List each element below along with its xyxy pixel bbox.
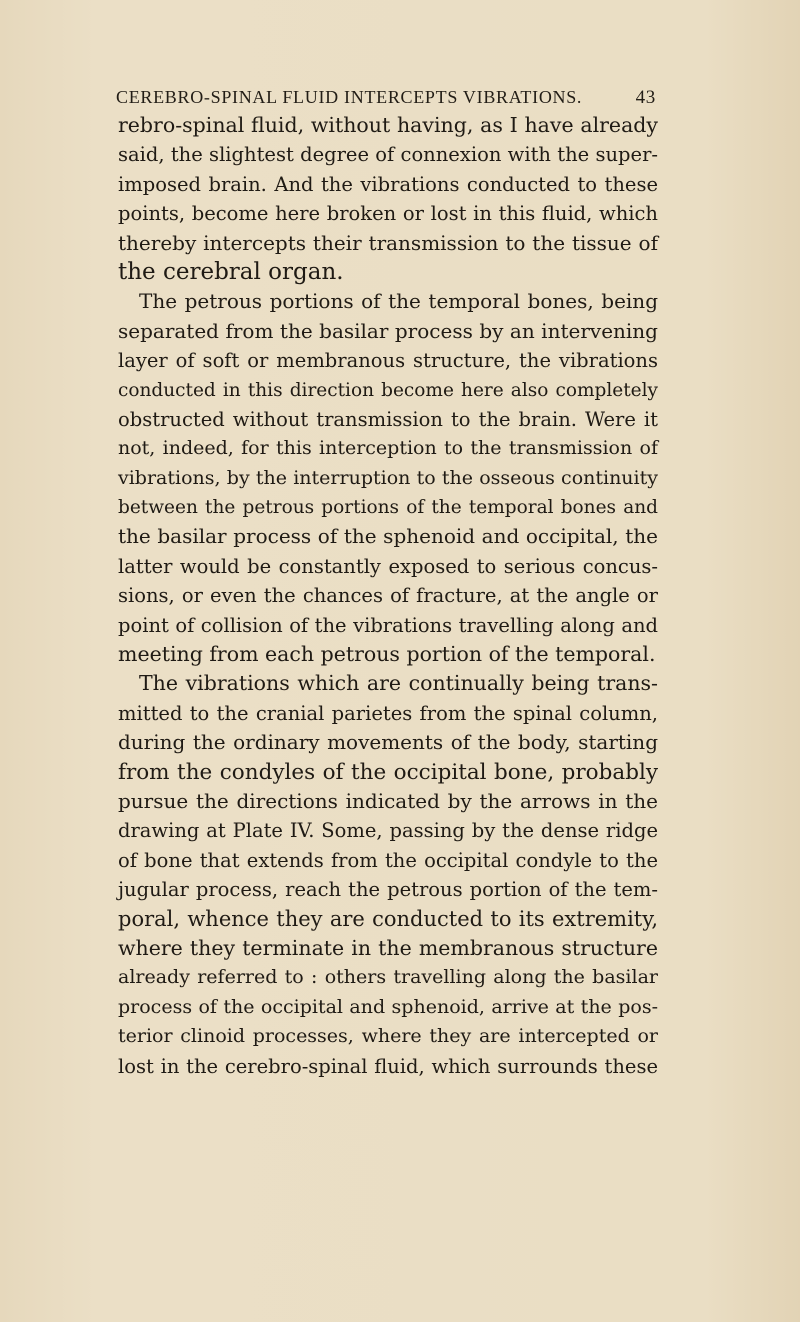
text-line: process of the occipital and sphenoid, arrive at the pos- [118,995,658,1018]
text-line: imposed brain. And the vibrations conducted to these [118,172,658,196]
text-line: during the ordinary movements of the body, starting [118,730,658,755]
text-line: points, become here broken or lost in this fluid, which [118,202,658,226]
text-line: terior clinoid processes, where they are intercepted or [118,1025,658,1048]
text-line: sions, or even the chances of fracture, at the angle or [118,584,658,608]
text-line: the basilar process of the sphenoid and occipital, the [118,524,658,549]
text-line: not, indeed, for this interception to the transmission of [118,437,658,460]
text-line: thereby intercepts their transmission to the tissue of [118,230,658,255]
text-line: drawing at Plate IV. Some, passing by the dense ridge [118,819,658,843]
text-line: point of collision of the vibrations travelling along and [118,613,658,637]
text-line: obstructed without transmission to the brain. Were it [118,407,658,431]
text-line: from the condyles of the occipital bone, probably [118,759,658,785]
text-line: mitted to the cranial parietes from the spinal column, [118,701,658,725]
body-text [118,111,658,1081]
text-line: already referred to : others travelling along the basilar [118,966,658,989]
page-number: 43 [635,87,656,108]
text-line: latter would be constantly exposed to serious concus- [118,554,658,578]
text-line: the cerebral organ. [118,258,344,285]
text-line: meeting from each petrous portion of the temporal. [118,642,656,667]
text-line: poral, whence they are conducted to its extremity, [118,906,658,931]
text-line: lost in the cerebro-spinal fluid, which surrounds these [118,1054,658,1078]
text-line: The petrous portions of the temporal bones, being [139,289,658,314]
running-title: CEREBRO-SPINAL FLUID INTERCEPTS VIBRATIONS. [116,87,583,107]
text-line: between the petrous portions of the temporal bones and [118,497,658,519]
text-line: where they terminate in the membranous structure [118,935,658,960]
text-line: pursue the directions indicated by the arrows in the [118,788,658,813]
running-header [116,88,656,107]
text-line: of bone that extends from the occipital condyle to the [118,848,658,872]
text-line: said, the slightest degree of connexion with the super- [118,143,658,167]
text-line: rebro-spinal fluid, without having, as I have already [118,113,658,137]
text-line: layer of soft or membranous structure, the vibrations [118,349,658,373]
text-line: jugular process, reach the petrous portion of the tem- [118,878,658,902]
text-line: The vibrations which are continually being trans- [139,671,658,696]
text-line: conducted in this direction become here also completely [118,379,658,401]
text-line: vibrations, by the interruption to the osseous continuity [118,466,658,489]
text-line: separated from the basilar process by an intervening [118,318,658,343]
